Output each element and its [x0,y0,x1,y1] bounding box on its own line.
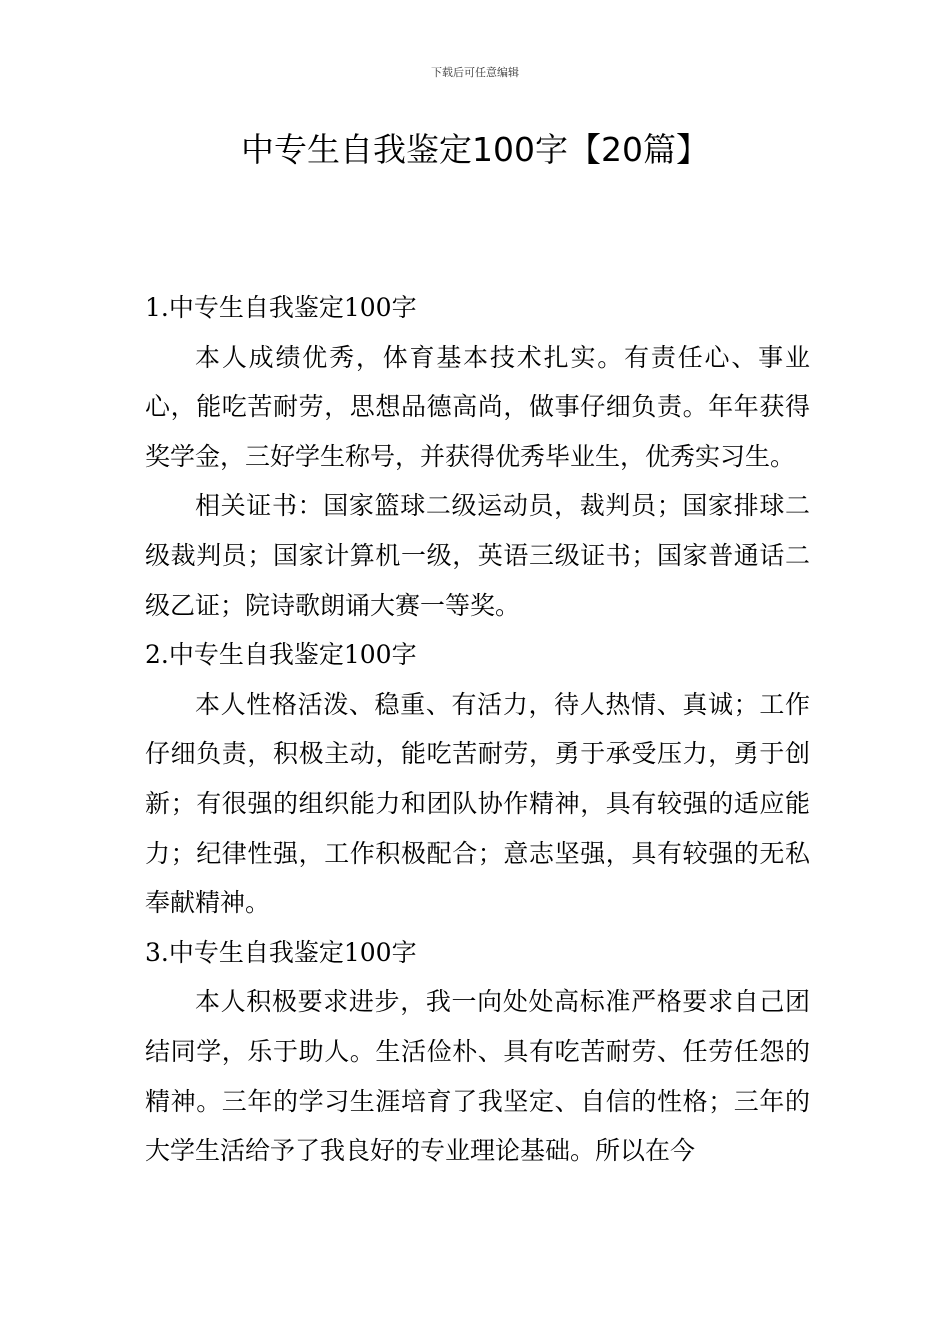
paragraph: 本人性格活泼、稳重、有活力，待人热情、真诚；工作仔细负责，积极主动，能吃苦耐劳，勇于承受压力，勇于创新；有很强的组织能力和团队协作精神，具有较强的适应能力；纪律性强，工作积极配合；意志坚强，具有较强的无私奉献精神。 [145,689,810,918]
paragraph: 本人成绩优秀，体育基本技术扎实。有责任心、事业心，能吃苦耐劳，思想品德高尚，做事仔细负责。年年获得奖学金，三好学生称号，并获得优秀毕业生，优秀实习生。 [145,342,810,471]
section-3 [145,928,810,1176]
paragraph: 本人积极要求进步，我一向处处高标准严格要求自己团结同学，乐于助人。生活俭朴、具有吃苦耐劳、任劳任怨的精神。三年的学习生涯培育了我坚定、自信的性格；三年的大学生活给予了我良好的专业理论基础。所以在今 [145,987,810,1166]
section-heading: 3.中专生自我鉴定100字 [145,937,417,967]
section-1 [145,283,810,630]
page-header-note: 下载后可任意编辑 [431,66,519,79]
document-title: 中专生自我鉴定100字【20篇】 [241,130,709,169]
paragraph: 相关证书：国家篮球二级运动员，裁判员；国家排球二级裁判员；国家计算机一级，英语三级证书；国家普通话二级乙证；院诗歌朗诵大赛一等奖。 [145,491,810,620]
section-heading: 2.中专生自我鉴定100字 [145,640,417,670]
document-body [145,283,810,1176]
section-2 [145,630,810,928]
section-heading: 1.中专生自我鉴定100字 [145,293,417,322]
